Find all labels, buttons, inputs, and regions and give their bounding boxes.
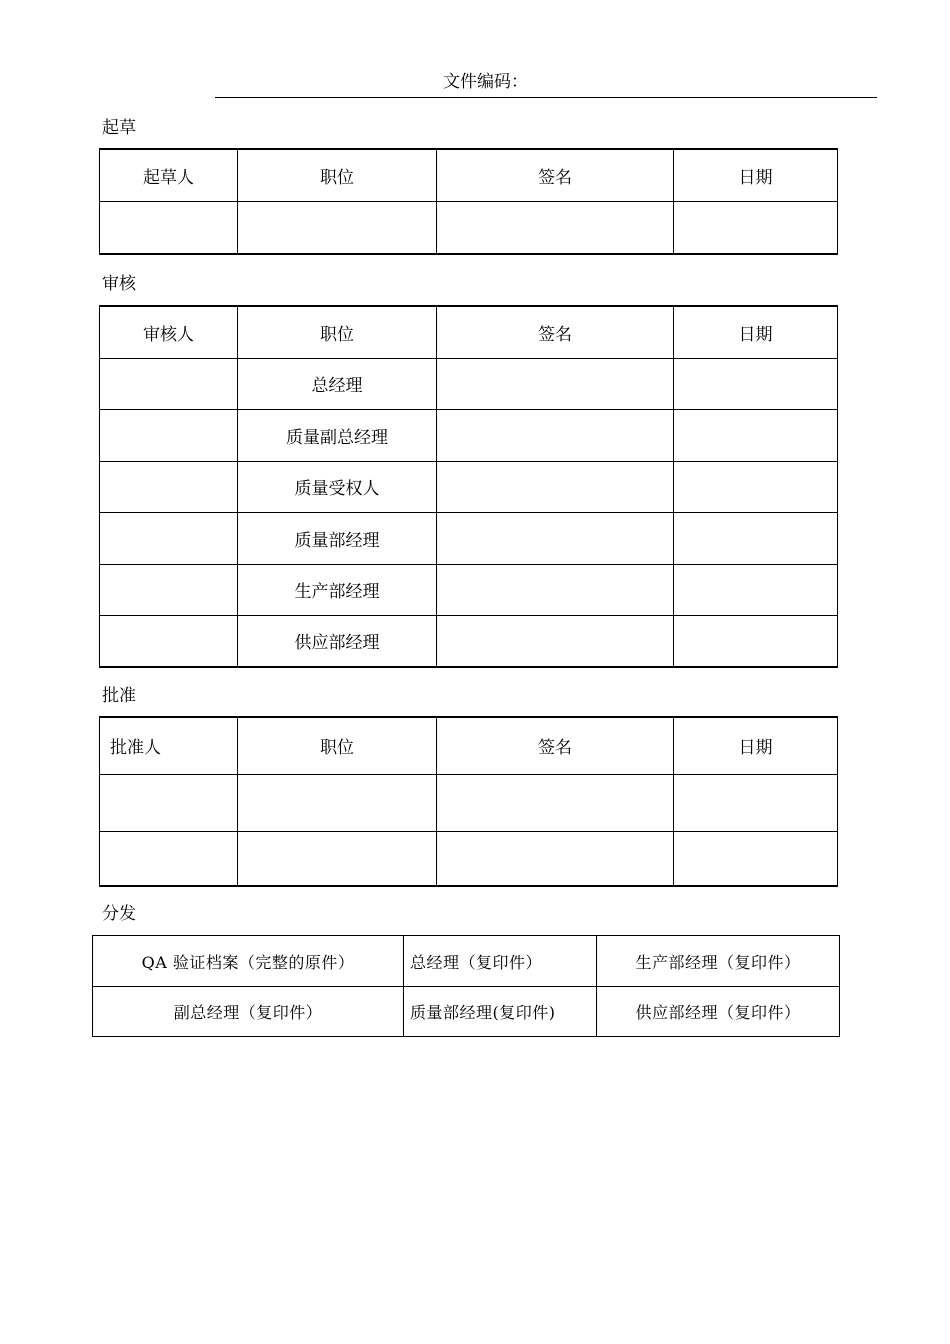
approve-section-title: 批准 [102,686,136,706]
document-code-label: 文件编码： [443,72,528,92]
distribution-general-manager: 总经理（复印件） [404,936,597,987]
distribution-qa-archive: QA 验证档案（完整的原件） [93,936,404,987]
approve-header-position: 职位 [238,717,437,774]
review-header-position: 职位 [238,306,437,358]
review-header-date: 日期 [674,306,838,358]
approve-header-signature: 签名 [437,717,674,774]
review-row-supply-manager [100,615,838,667]
draft-header-date: 日期 [674,149,838,201]
review-position-cell: 总经理 [238,358,437,409]
draft-section-title: 起草 [102,118,136,138]
distribution-table [92,935,840,1037]
review-date-cell[interactable] [674,358,838,409]
review-position-cell: 质量受权人 [238,461,437,512]
review-header-reviewer: 审核人 [100,306,238,358]
review-row-production-manager [100,564,838,615]
approver-name-cell[interactable] [100,831,238,886]
approve-row [100,831,838,886]
review-row-general-manager [100,358,838,409]
reviewer-name-cell[interactable] [100,409,238,461]
review-signature-cell[interactable] [437,615,674,667]
draft-signature-cell[interactable] [437,201,674,254]
distribution-production-manager: 生产部经理（复印件） [597,936,840,987]
review-header-signature: 签名 [437,306,674,358]
review-signature-cell[interactable] [437,461,674,512]
review-section-title: 审核 [102,274,136,294]
review-position-cell: 供应部经理 [238,615,437,667]
review-signature-cell[interactable] [437,512,674,564]
draft-header-drafter: 起草人 [100,149,238,201]
distribution-row [93,987,840,1037]
review-row-quality-vp [100,409,838,461]
review-header-row [100,306,838,358]
distribution-quality-manager: 质量部经理(复印件) [404,987,597,1037]
approve-position-cell[interactable] [238,774,437,831]
reviewer-name-cell[interactable] [100,564,238,615]
distribution-deputy-gm: 副总经理（复印件） [93,987,404,1037]
review-signature-cell[interactable] [437,358,674,409]
draft-header-row [100,149,838,201]
draft-position-cell[interactable] [238,201,437,254]
approve-header-date: 日期 [674,717,838,774]
review-row-qualified-person [100,461,838,512]
header-rule [215,97,877,98]
approve-date-cell[interactable] [674,831,838,886]
review-signature-cell[interactable] [437,409,674,461]
draft-date-cell[interactable] [674,201,838,254]
review-date-cell[interactable] [674,512,838,564]
review-signature-cell[interactable] [437,564,674,615]
approve-position-cell[interactable] [238,831,437,886]
approve-signature-cell[interactable] [437,774,674,831]
review-table [99,305,838,668]
draft-table [99,148,838,255]
reviewer-name-cell[interactable] [100,461,238,512]
approve-date-cell[interactable] [674,774,838,831]
reviewer-name-cell[interactable] [100,358,238,409]
review-date-cell[interactable] [674,615,838,667]
approve-header-approver: 批准人 [100,717,238,774]
review-date-cell[interactable] [674,564,838,615]
approver-name-cell[interactable] [100,774,238,831]
draft-row [100,201,838,254]
approve-signature-cell[interactable] [437,831,674,886]
distribution-section-title: 分发 [102,904,136,924]
draft-header-position: 职位 [238,149,437,201]
reviewer-name-cell[interactable] [100,615,238,667]
review-date-cell[interactable] [674,409,838,461]
review-position-cell: 生产部经理 [238,564,437,615]
draft-drafter-cell[interactable] [100,201,238,254]
approve-header-row [100,717,838,774]
draft-header-signature: 签名 [437,149,674,201]
distribution-row [93,936,840,987]
approve-table [99,716,838,887]
reviewer-name-cell[interactable] [100,512,238,564]
approve-row [100,774,838,831]
distribution-supply-manager: 供应部经理（复印件） [597,987,840,1037]
review-position-cell: 质量副总经理 [238,409,437,461]
review-row-quality-manager [100,512,838,564]
review-date-cell[interactable] [674,461,838,512]
review-position-cell: 质量部经理 [238,512,437,564]
